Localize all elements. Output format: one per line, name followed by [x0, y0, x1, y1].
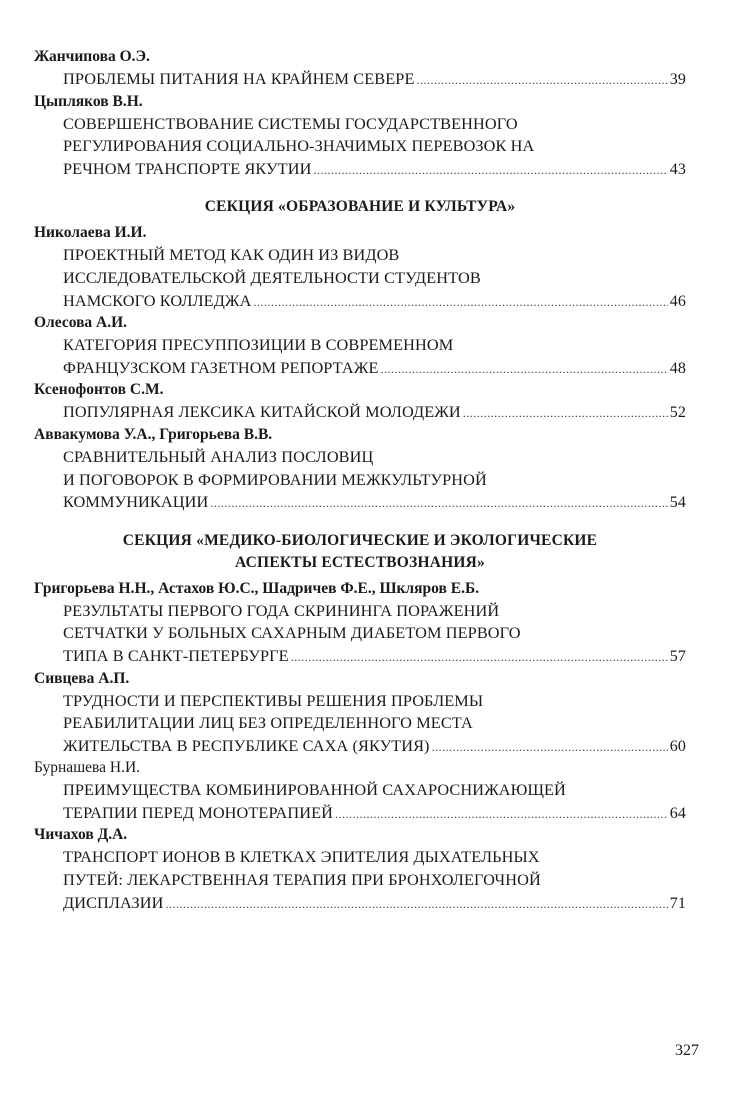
toc-entry	[34, 379, 686, 424]
section-heading-line: СЕКЦИЯ «МЕДИКО-БИОЛОГИЧЕСКИЕ И ЭКОЛОГИЧЕСКИЕ	[122, 531, 598, 549]
entry-title-text: ПРОБЛЕМЫ ПИТАНИЯ НА КРАЙНЕМ СЕВЕРЕ	[63, 69, 415, 88]
page-number: 327	[675, 1042, 699, 1059]
toc-entry	[34, 312, 686, 379]
toc-entry	[34, 222, 686, 312]
table-of-contents	[34, 46, 686, 914]
entry-title-text: РЕЧНОМ ТРАНСПОРТЕ ЯКУТИИ	[63, 158, 312, 178]
entry-author: Григорьева Н.Н., Астахов Ю.С., Шадричев Ф.Е., Шкляров Е.Б.	[34, 579, 480, 597]
entry-title-text: НАМСКОГО КОЛЛЕДЖА	[63, 290, 252, 310]
entry-title-line: РЕГУЛИРОВАНИЯ СОЦИАЛЬНО-ЗНАЧИМЫХ ПЕРЕВОЗОК НА	[63, 136, 535, 156]
dot-leader	[313, 159, 667, 182]
entry-title-text: КОММУНИКАЦИИ	[63, 492, 209, 512]
entry-page-number: 64	[669, 804, 686, 822]
toc-entry	[34, 668, 686, 758]
entry-title-line: РЕАБИЛИТАЦИИ ЛИЦ БЕЗ ОПРЕДЕЛЕННОГО МЕСТА	[63, 713, 473, 733]
dot-leader	[335, 803, 668, 826]
dot-leader	[165, 893, 667, 916]
entry-page-number: 52	[669, 404, 686, 422]
entry-title-line: КАТЕГОРИЯ ПРЕСУППОЗИЦИИ В СОВРЕМЕННОМ	[63, 335, 454, 355]
entry-title-text: ТЕРАПИИ ПЕРЕД МОНОТЕРАПИЕЙ	[63, 802, 334, 822]
entry-title-text: ФРАНЦУЗСКОМ ГАЗЕТНОМ РЕПОРТАЖЕ	[63, 357, 379, 377]
entry-title-line: ПУТЕЙ: ЛЕКАРСТВЕННАЯ ТЕРАПИЯ ПРИ БРОНХОЛЕГОЧНОЙ	[63, 870, 541, 890]
entry-title-line	[34, 158, 686, 181]
dot-leader	[417, 69, 668, 92]
dot-leader	[432, 736, 668, 759]
dot-leader	[463, 402, 668, 425]
entry-author: Ксенофонтов С.М.	[34, 381, 164, 399]
entry-title-line: РЕЗУЛЬТАТЫ ПЕРВОГО ГОДА СКРИНИНГА ПОРАЖЕНИЙ	[63, 600, 500, 620]
section-heading	[34, 196, 686, 218]
entry-title-line: СРАВНИТЕЛЬНЫЙ АНАЛИЗ ПОСЛОВИЦ	[63, 446, 374, 466]
entry-title-line	[34, 357, 686, 380]
section-heading-line: СЕКЦИЯ «ОБРАЗОВАНИЕ И КУЛЬТУРА»	[204, 198, 516, 216]
section-heading	[34, 530, 686, 574]
entry-title-line: ТРАНСПОРТ ИОНОВ В КЛЕТКАХ ЭПИТЕЛИЯ ДЫХАТЕЛЬНЫХ	[63, 847, 540, 867]
entry-page-number: 39	[669, 71, 686, 88]
toc-entry	[34, 578, 686, 668]
entry-title-line	[34, 645, 686, 668]
dot-leader	[381, 358, 668, 381]
toc-entry	[34, 824, 686, 914]
entry-author: Чичахов Д.А.	[34, 826, 128, 844]
entry-title-line: СОВЕРШЕНСТВОВАНИЕ СИСТЕМЫ ГОСУДАРСТВЕННОГО	[63, 113, 518, 133]
entry-author: Сивцева А.П.	[34, 669, 130, 687]
entry-author: Аввакумова У.А., Григорьева В.В.	[34, 425, 273, 443]
dot-leader	[253, 291, 667, 314]
entry-title-text: ДИСПЛАЗИИ	[63, 892, 164, 912]
dot-leader	[291, 646, 668, 669]
entry-page-number: 54	[669, 494, 686, 512]
entry-page-number: 71	[669, 894, 686, 912]
section-heading-line: АСПЕКТЫ ЕСТЕСТВОЗНАНИЯ»	[235, 553, 485, 571]
entry-page-number: 46	[669, 292, 686, 310]
entry-title-text: ТИПА В САНКТ-ПЕТЕРБУРГЕ	[63, 645, 289, 665]
entry-title-line	[34, 401, 686, 424]
entry-title-line: И ПОГОВОРОК В ФОРМИРОВАНИИ МЕЖКУЛЬТУРНОЙ	[63, 469, 487, 489]
entry-title-line: СЕТЧАТКИ У БОЛЬНЫХ САХАРНЫМ ДИАБЕТОМ ПЕРВОГО	[63, 623, 521, 643]
dot-leader	[210, 492, 667, 515]
entry-title-line: ПРЕИМУЩЕСТВА КОМБИНИРОВАННОЙ САХАРОСНИЖАЮЩЕЙ	[63, 780, 566, 800]
entry-author: Бурнашева Н.И.	[34, 759, 141, 777]
entry-page-number: 57	[669, 647, 686, 665]
entry-page-number: 48	[669, 359, 686, 377]
entry-author: Цыпляков В.Н.	[34, 92, 143, 110]
entry-title-line	[34, 802, 686, 825]
entry-author: Жанчипова О.Э.	[34, 48, 150, 65]
entry-title-line: ТРУДНОСТИ И ПЕРСПЕКТИВЫ РЕШЕНИЯ ПРОБЛЕМЫ	[63, 690, 484, 710]
entry-title-line	[34, 735, 686, 758]
entry-title-line	[34, 290, 686, 313]
toc-entry	[34, 757, 686, 824]
entry-author: Николаева И.И.	[34, 224, 147, 242]
toc-entry	[34, 46, 686, 91]
entry-title-line: ИССЛЕДОВАТЕЛЬСКОЙ ДЕЯТЕЛЬНОСТИ СТУДЕНТОВ	[63, 267, 481, 287]
entry-page-number: 43	[669, 160, 686, 178]
entry-title-line: ПРОЕКТНЫЙ МЕТОД КАК ОДИН ИЗ ВИДОВ	[63, 245, 400, 265]
entry-title-line	[34, 68, 686, 91]
entry-page-number: 60	[669, 737, 686, 755]
toc-entry	[34, 424, 686, 514]
entry-title-text: ПОПУЛЯРНАЯ ЛЕКСИКА КИТАЙСКОЙ МОЛОДЕЖИ	[63, 402, 461, 422]
entry-author: Олесова А.И.	[34, 314, 128, 332]
entry-title-text: ЖИТЕЛЬСТВА В РЕСПУБЛИКЕ САХА (ЯКУТИЯ)	[63, 735, 430, 755]
entry-title-line	[34, 491, 686, 514]
toc-entry	[34, 91, 686, 181]
entry-title-line	[34, 892, 686, 915]
